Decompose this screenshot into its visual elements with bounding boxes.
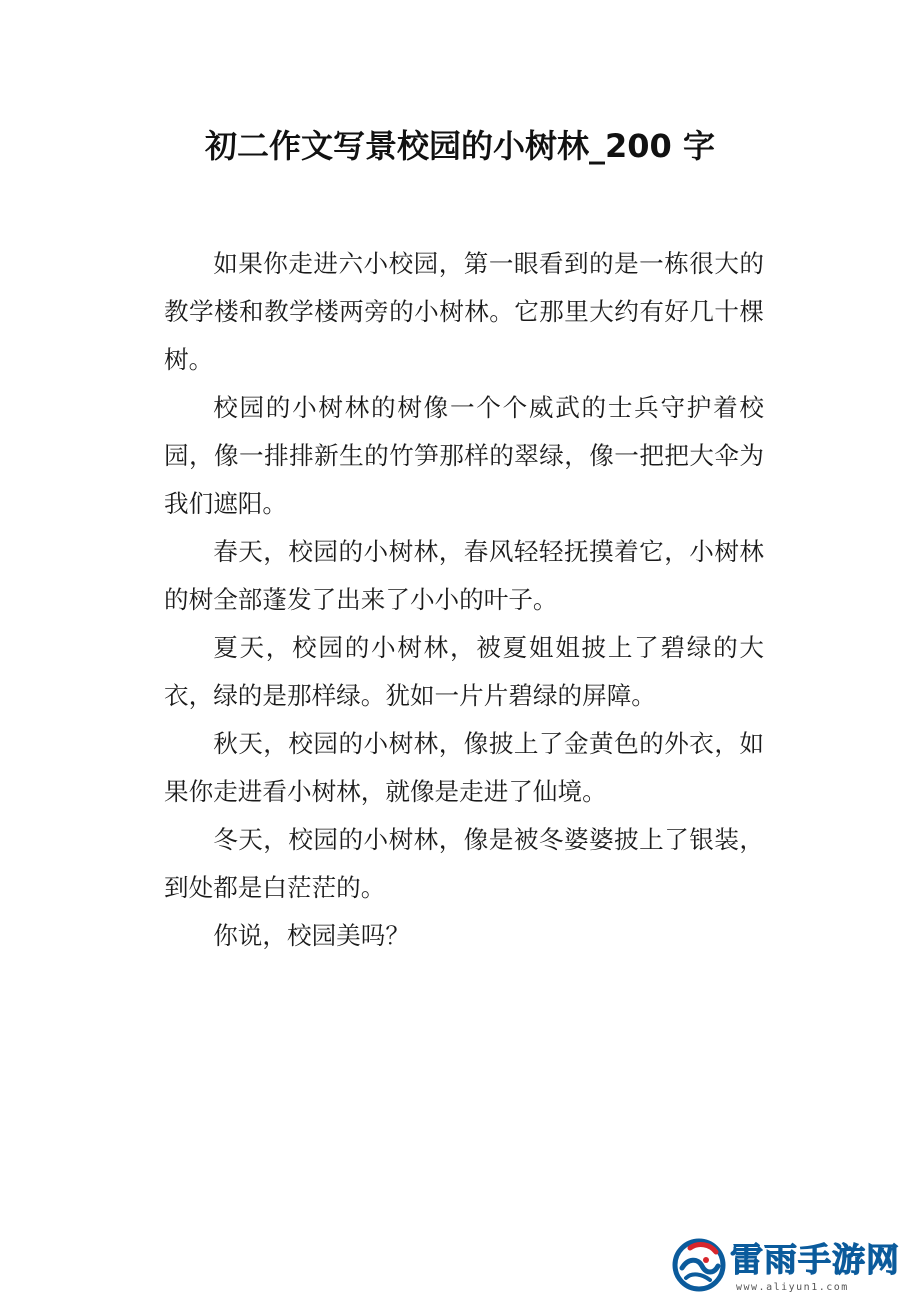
paragraph-1: 如果你走进六小校园，第一眼看到的是一栋很大的教学楼和教学楼两旁的小树林。它那里大约有好几十棵树。 [164,249,764,374]
watermark [672,1236,912,1300]
paragraph-3: 春天，校园的小树林，春风轻轻抚摸着它，小树林的树全部蓬发了出来了小小的叶子。 [164,537,764,614]
paragraph-2: 校园的小树林的树像一个个威武的士兵守护着校园，像一排排新生的竹笋那样的翠绿，像一把把大伞为我们遮阳。 [164,393,764,518]
paragraph-7: 你说，校园美吗？ [213,921,410,950]
site-name: 雷雨手游网 [730,1240,900,1279]
paragraph-6: 冬天，校园的小树林，像是被冬婆婆披上了银装，到处都是白茫茫的。 [164,825,764,902]
document-body [164,240,764,960]
document-title: 初二作文写景校园的小树林_200 字 [205,127,715,165]
site-logo-icon [672,1238,726,1292]
paragraph-5: 秋天，校园的小树林，像披上了金黄色的外衣，如果你走进看小树林，就像是走进了仙境。 [164,729,764,806]
paragraph-4: 夏天，校园的小树林，被夏姐姐披上了碧绿的大衣，绿的是那样绿。犹如一片片碧绿的屏障。 [164,633,764,710]
site-url: www.aliyun1.com [736,1282,849,1293]
